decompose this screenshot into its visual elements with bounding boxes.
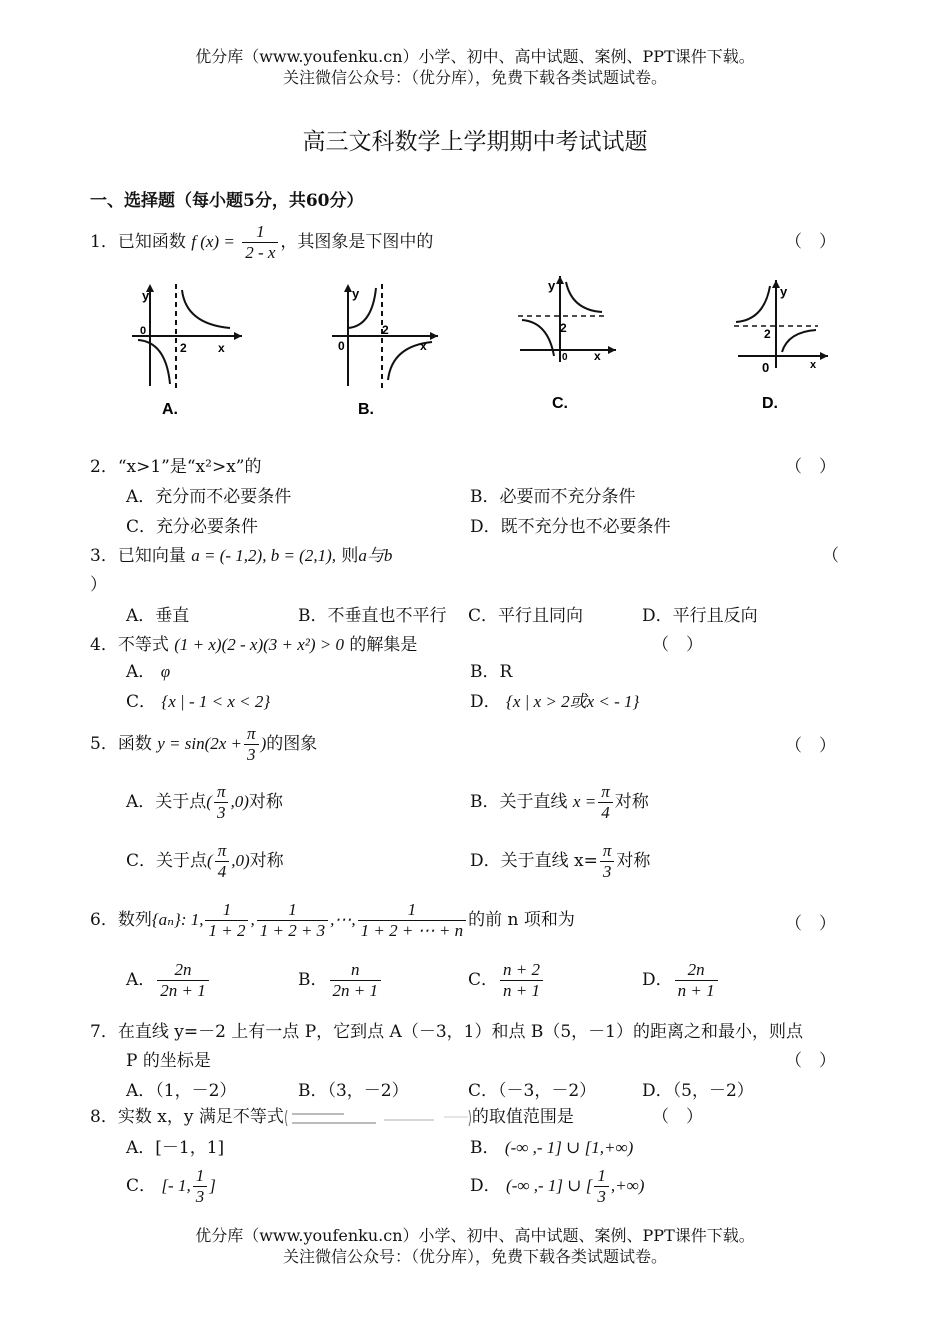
q5-option-a-pi: π (216, 782, 226, 801)
q8-suffix: 的取值范围是 (471, 1107, 574, 1127)
q3-text: 已知向量 (117, 546, 186, 566)
question-4 (90, 630, 417, 655)
q8-option-d-frac (594, 1166, 609, 1207)
q8-option-d (470, 1166, 644, 1207)
graph-b (332, 284, 438, 418)
q5-option-d-frac (600, 841, 615, 882)
q8-text: 实数 x，y 满足不等式 (117, 1107, 284, 1127)
q8-option-b (470, 1133, 633, 1158)
q8-option-c-label: C． (126, 1176, 157, 1196)
q4-option-c (126, 687, 270, 712)
q5-option-b-tail: 对称 (614, 792, 649, 812)
q6-option-a (126, 960, 211, 1001)
q5-suffix: 的图象 (266, 734, 318, 754)
q5-option-b-frac (598, 782, 613, 823)
q6-frac-3-num: 1 (407, 900, 417, 919)
q6-option-a-den: 2n + 1 (157, 980, 208, 1001)
q6-option-a-num: 2n (174, 960, 192, 979)
section-heading: 一、选择题（每小题5分，共60分） (90, 191, 364, 211)
graph-c-x: x (594, 349, 601, 363)
q5-answer-paren: （ ） (785, 736, 836, 756)
graph-c-y: y (548, 278, 556, 293)
q4-option-b: B．R (470, 662, 513, 682)
q3-option-b: B．不垂直也不平行 (298, 606, 447, 626)
q2-number: 2． (90, 457, 118, 477)
q2-option-c: C．充分必要条件 (126, 517, 259, 537)
q8-option-c (126, 1166, 216, 1207)
q6-option-d-num: 2n (687, 960, 705, 979)
q4-number: 4． (90, 635, 118, 655)
q4-option-a-value: φ (160, 662, 171, 681)
q6-option-a-frac (157, 960, 208, 1001)
q1-fx: f (x) = (191, 232, 235, 251)
q8-option-a: A．[－1，1] (126, 1138, 225, 1158)
graph-d-y: y (780, 284, 788, 299)
q5-option-c-label: C．关于点 (126, 851, 208, 871)
q7-answer-paren: （ ） (785, 1051, 836, 1071)
q6-option-b-frac (330, 960, 381, 1001)
q6-option-c-den: n + 1 (500, 980, 543, 1001)
q5-expr-post: ) (260, 734, 267, 753)
q5-option-d-den: 3 (600, 861, 615, 882)
graph-b-two: 2 (382, 323, 389, 337)
q5-option-c-tail: 对称 (249, 851, 284, 871)
q6-frac-2-num: 1 (288, 900, 297, 919)
q6-option-d (642, 960, 720, 1001)
q3-paren-close: ） (90, 575, 107, 595)
graph-a-x: x (218, 341, 225, 355)
q4-suffix: 的解集是 (349, 635, 418, 655)
graph-d-label: D. (762, 395, 778, 412)
q6-option-c-label: C． (468, 970, 499, 990)
q7-option-a: A．（1，－2） (126, 1081, 237, 1101)
q4-option-a-label: A． (126, 662, 156, 682)
graph-d (734, 280, 828, 412)
q7-option-b: B．（3，－2） (298, 1081, 409, 1101)
q1-prefix: 已知函数 (117, 232, 186, 252)
graph-b-x: x (420, 339, 427, 353)
question-2 (90, 452, 261, 477)
header-line-2: 关注微信公众号：（优分库），免费下载各类试题试卷。 (282, 68, 667, 87)
q5-option-a-label: A．关于点 (126, 792, 207, 812)
q1-fraction (242, 222, 278, 263)
q5-pi: π (247, 724, 256, 743)
q1-answer-paren: （ ） (785, 232, 836, 252)
q3-option-c: C．平行且同向 (468, 606, 584, 626)
q4-expr: (1 + x)(2 - x)(3 + x²) > 0 (174, 635, 345, 654)
q6-seq: {aₙ}: 1, (151, 910, 204, 929)
q6-frac-1-num: 1 (222, 900, 232, 919)
q1-number: 1． (90, 232, 118, 252)
q3-option-a: A．垂直 (126, 606, 190, 626)
question-1 (90, 222, 433, 263)
q3-then: 则 (341, 546, 359, 566)
q3-number: 3． (90, 546, 118, 566)
q3-option-d: D．平行且反向 (642, 606, 758, 626)
footer-line-1: 优分库（www.youfenku.cn）小学、初中、高中试题、案例、PPT课件下载。 (195, 1226, 755, 1245)
q6-option-b-label: B． (298, 970, 328, 990)
q4-option-c-label: C． (126, 692, 157, 712)
q8-option-d-num: 1 (597, 1166, 606, 1185)
q2-option-a: A．充分而不必要条件 (126, 487, 292, 507)
graph-a-two: 2 (180, 341, 187, 355)
q5-option-b-expr: x = (572, 792, 597, 811)
q3-rel: a与b (358, 546, 393, 565)
q4-text: 不等式 (117, 635, 169, 655)
q5-option-d-pi: π (602, 841, 612, 860)
q6-option-b-num: n (350, 960, 360, 979)
question-5 (90, 724, 317, 765)
q6-frac-3-den: 1 + 2 + ⋯ + n (358, 920, 466, 941)
q6-dots: ,⋯, (330, 910, 356, 929)
q6-option-b (298, 960, 383, 1001)
q6-frac-3 (358, 900, 466, 941)
q8-answer-paren: （ ） (652, 1107, 703, 1127)
q4-option-c-value: {x | - 1 < x < 2} (161, 692, 271, 711)
q6-frac-1 (205, 900, 248, 941)
q5-option-c-post: ,0) (231, 851, 250, 870)
header-line-1: 优分库（www.youfenku.cn）小学、初中、高中试题、案例、PPT课件下载。 (195, 47, 755, 66)
q8-option-c-num: 1 (195, 1166, 205, 1185)
q5-option-a-den: 3 (214, 802, 229, 823)
q8-option-c-pre: [- 1, (161, 1176, 191, 1195)
q8-option-c-post: ] (209, 1176, 216, 1195)
question-6: 6．数列{aₙ}: 1, $\frac{1}{1 + 2}$ , $\frac{1}{1 + 2 + 3}$ ,⋯, $\frac{1}{1 + 2 + \cdots + n}$ 的前 n 项和为 (90, 900, 575, 940)
graph-a-label: A. (162, 401, 178, 418)
q6-answer-paren: （ ） (785, 914, 836, 934)
q6-number: 6． (90, 910, 118, 930)
question-3 (90, 541, 392, 566)
graph-a-y: y (142, 288, 150, 303)
q5-option-d (470, 841, 650, 882)
q5-option-b-label: B．关于直线 (470, 792, 568, 812)
q6-option-d-label: D． (642, 970, 673, 990)
q8-option-d-den: 3 (594, 1186, 609, 1207)
graph-d-origin: 0 (762, 360, 770, 375)
graph-b-y: y (352, 286, 360, 301)
q8-option-c-den: 3 (193, 1186, 208, 1207)
q4-option-d (470, 687, 639, 712)
q6-option-c (468, 960, 545, 1001)
q1-suffix: ，其图象是下图中的 (280, 232, 434, 252)
q6-option-d-frac (675, 960, 718, 1001)
q5-option-a (126, 782, 283, 823)
q7-option-d: D．（5，－2） (642, 1081, 754, 1101)
q8-number: 8． (90, 1107, 118, 1127)
q4-answer-paren: （ ） (652, 635, 703, 655)
q5-option-b-pi: π (601, 782, 610, 801)
q4-option-d-label: D． (470, 692, 501, 712)
q2-text: “x>1”是“x²>x”的 (117, 457, 262, 477)
q5-number: 5． (90, 734, 118, 754)
graph-d-two: 2 (764, 327, 771, 341)
q6-frac-2 (257, 900, 328, 941)
q5-option-b (470, 782, 649, 823)
q6-option-d-den: n + 1 (675, 980, 718, 1001)
q8-option-c-frac (193, 1166, 208, 1207)
q7-number: 7． (90, 1022, 118, 1042)
q8-option-d-label: D． (470, 1176, 501, 1196)
q5-three: 3 (244, 744, 259, 765)
q6-option-b-den: 2n + 1 (330, 980, 381, 1001)
page-title: 高三文科数学上学期期中考试试题 (302, 129, 648, 155)
q6-text: 数列 (117, 910, 152, 930)
q7-line-2: P 的坐标是 (126, 1051, 211, 1071)
q8-option-d-pre: (-∞ ,- 1] ∪ [ (506, 1176, 593, 1195)
q6-frac-1-den: 1 + 2 (205, 920, 248, 941)
graph-b-origin: 0 (338, 339, 345, 353)
q8-system-image (284, 1107, 472, 1129)
graph-c-two: 2 (560, 321, 567, 335)
q2-answer-paren: （ ） (785, 457, 836, 477)
q5-option-b-den: 4 (598, 802, 613, 823)
q5-option-d-tail: 对称 (616, 851, 651, 871)
q4-option-d-value: {x | x > 2或x < - 1} (506, 692, 640, 711)
q6-option-c-num: n + 2 (503, 960, 540, 979)
q6-option-c-frac (500, 960, 543, 1001)
q2-option-d: D．既不充分也不必要条件 (470, 517, 671, 537)
q7-line-1: 在直线 y=－2 上有一点 P，它到点 A（－3，1）和点 B（5，－1）的距离之和最小，则点 (117, 1022, 803, 1042)
q1-denominator: 2 - x (242, 242, 278, 263)
q5-option-a-frac (214, 782, 229, 823)
q1-numerator: 1 (256, 222, 265, 241)
q5-option-a-open: ( (206, 792, 212, 811)
question-7 (90, 1017, 803, 1042)
graph-c-label: C. (552, 395, 568, 412)
q5-expr-pre: y = sin(2x + (157, 734, 243, 753)
graph-b-label: B. (358, 401, 374, 418)
q8-option-b-value: (-∞ ,- 1] ∪ [1,+∞) (504, 1138, 634, 1157)
q3-paren-open: （ (822, 546, 839, 566)
graph-c-origin: 0 (562, 352, 568, 363)
q5-option-c-den: 4 (215, 861, 230, 882)
q5-text: 函数 (117, 734, 152, 754)
q5-option-d-label: D．关于直线 x= (470, 851, 598, 871)
q6-suffix: 的前 n 项和为 (468, 910, 575, 930)
footer-line-2: 关注微信公众号：（优分库），免费下载各类试题试卷。 (282, 1247, 667, 1266)
q4-option-a (126, 657, 170, 682)
graph-a (132, 284, 242, 418)
q3-expr: a = (- 1,2), b = (2,1), (191, 546, 336, 565)
graph-d-x: x (810, 359, 817, 371)
q5-fraction (244, 724, 259, 765)
q8-option-b-label: B． (470, 1138, 500, 1158)
q5-option-c-pi: π (217, 841, 227, 860)
q6-frac-2-den: 1 + 2 + 3 (257, 920, 328, 941)
graph-a-origin: 0 (140, 325, 147, 337)
q8-system-blurred (284, 1107, 472, 1129)
q5-option-a-post: ,0) (230, 792, 249, 811)
q1-graphs (120, 276, 860, 426)
q6-option-a-label: A． (126, 970, 156, 990)
q5-option-a-tail: 对称 (248, 792, 283, 812)
q7-option-c: C．（－3，－2） (468, 1081, 597, 1101)
q5-option-c-frac (215, 841, 230, 882)
q5-option-c (126, 841, 284, 882)
q2-option-b: B．必要而不充分条件 (470, 487, 636, 507)
q5-option-c-open: ( (207, 851, 213, 870)
q8-option-d-post: ,+∞) (610, 1176, 645, 1195)
graph-c (518, 276, 616, 412)
question-8 (90, 1102, 574, 1129)
